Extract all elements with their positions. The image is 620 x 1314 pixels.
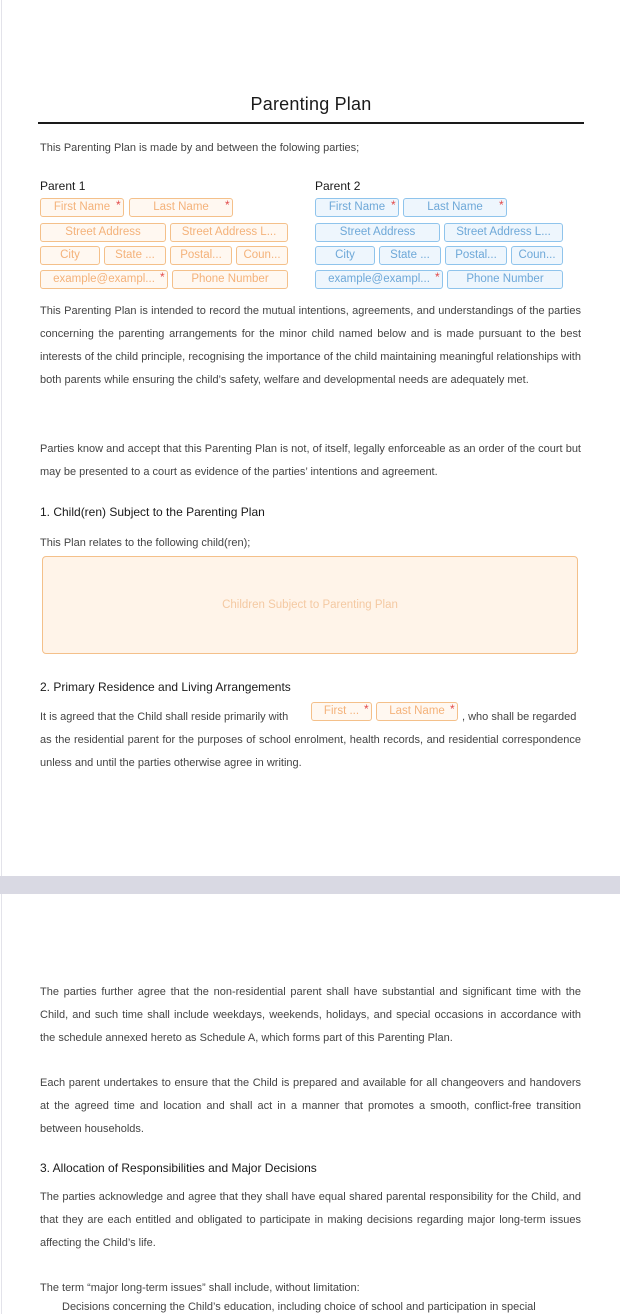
parent1-label: Parent 1 bbox=[40, 179, 86, 193]
section1-heading: 1. Child(ren) Subject to the Parenting Plan bbox=[40, 505, 265, 519]
parent2-email-required: * bbox=[435, 270, 440, 284]
parent2-postal-input[interactable]: Postal... bbox=[445, 246, 507, 265]
parent2-email-input[interactable]: example@exampl... bbox=[315, 270, 443, 289]
residence-text-continued: as the residential parent for the purposes of school enrolment, health records, and residential correspondence unless and until the parties otherwise agree in writing. bbox=[40, 734, 581, 769]
handovers-paragraph: Each parent undertakes to ensure that the Child is prepared and available for all changeovers and handovers at the agreed time and location and shall act in a manner that promotes a smooth, conflict-free transition between households. bbox=[40, 1077, 581, 1135]
residence-text-before: It is agreed that the Child shall reside primarily with bbox=[40, 711, 289, 723]
parent1-first-name-required: * bbox=[116, 198, 121, 212]
section1-text: This Plan relates to the following child(ren); bbox=[40, 537, 251, 549]
parent1-phone-input[interactable]: Phone Number bbox=[172, 270, 288, 289]
parent2-last-name-required: * bbox=[499, 198, 504, 212]
residence-text-after: , who shall be regarded bbox=[462, 711, 577, 723]
parent1-city-input[interactable]: City bbox=[40, 246, 100, 265]
parent2-state-input[interactable]: State ... bbox=[379, 246, 441, 265]
section3-heading: 3. Allocation of Responsibilities and Major Decisions bbox=[40, 1161, 317, 1175]
resident-parent-first-name-input[interactable]: First ... bbox=[311, 702, 372, 721]
resident-last-required: * bbox=[450, 702, 455, 716]
parent1-first-name-input[interactable]: First Name bbox=[40, 198, 124, 217]
parent1-email-required: * bbox=[160, 270, 165, 284]
intro-text: This Parenting Plan is made by and between the folowing parties; bbox=[40, 142, 360, 154]
enforceability-paragraph: Parties know and accept that this Parenting Plan is not, of itself, legally enforceable as an order of the court but may be presented to a court as evidence of the parties’ intentions and agreement. bbox=[40, 443, 581, 478]
time-sharing-paragraph: The parties further agree that the non-residential parent shall have substantial and significant time with the Child, and such time shall include weekdays, weekends, holidays, and special occasions in accordance with the schedule annexed hereto as Schedule A, which forms part of this Parenting Plan. bbox=[40, 986, 581, 1044]
document-title: Parenting Plan bbox=[250, 94, 372, 114]
page-separator bbox=[0, 876, 620, 894]
parent2-country-input[interactable]: Coun... bbox=[511, 246, 563, 265]
major-issues-intro: The term “major long-term issues” shall include, without limitation: bbox=[40, 1282, 360, 1294]
parent1-last-name-required: * bbox=[225, 198, 230, 212]
resident-first-required: * bbox=[364, 702, 369, 716]
parent2-last-name-input[interactable]: Last Name bbox=[403, 198, 507, 217]
parent1-postal-input[interactable]: Postal... bbox=[170, 246, 232, 265]
parent2-label: Parent 2 bbox=[315, 179, 361, 193]
parent1-street-address-input[interactable]: Street Address bbox=[40, 223, 166, 242]
parent1-state-input[interactable]: State ... bbox=[104, 246, 166, 265]
parent1-street-address-line2-input[interactable]: Street Address L... bbox=[170, 223, 288, 242]
section3-text: The parties acknowledge and agree that they shall have equal shared parental responsibility for the Child, and that they are each entitled and obligated to participate in making decisions regarding major long-term issues affecting the Child’s life. bbox=[40, 1191, 581, 1249]
parent1-country-input[interactable]: Coun... bbox=[236, 246, 288, 265]
parent1-last-name-input[interactable]: Last Name bbox=[129, 198, 233, 217]
parent2-street-address-input[interactable]: Street Address bbox=[315, 223, 440, 242]
parent2-first-name-required: * bbox=[391, 198, 396, 212]
parent2-street-address-line2-input[interactable]: Street Address L... bbox=[444, 223, 563, 242]
purpose-paragraph: This Parenting Plan is intended to record the mutual intentions, agreements, and understandings of the parties concerning the parenting arrangements for the minor child named below and is made pursuant to the best interests of the child principle, recognising the importance of the child maintaining meaningful relationships with both parents while ensuring the child’s safety, welfare and developmental needs are adequately met. bbox=[40, 305, 581, 386]
parent2-first-name-input[interactable]: First Name bbox=[315, 198, 399, 217]
parent2-city-input[interactable]: City bbox=[315, 246, 375, 265]
resident-parent-last-name-input[interactable]: Last Name bbox=[376, 702, 458, 721]
major-issue-bullet-1: • Decisions concerning the Child’s education, including choice of school and participation in special bbox=[62, 1301, 581, 1313]
title-divider bbox=[38, 122, 584, 124]
section2-heading: 2. Primary Residence and Living Arrangements bbox=[40, 680, 291, 694]
parent2-phone-input[interactable]: Phone Number bbox=[447, 270, 563, 289]
parent1-email-input[interactable]: example@exampl... bbox=[40, 270, 168, 289]
children-subject-textarea[interactable]: Children Subject to Parenting Plan bbox=[42, 556, 578, 654]
